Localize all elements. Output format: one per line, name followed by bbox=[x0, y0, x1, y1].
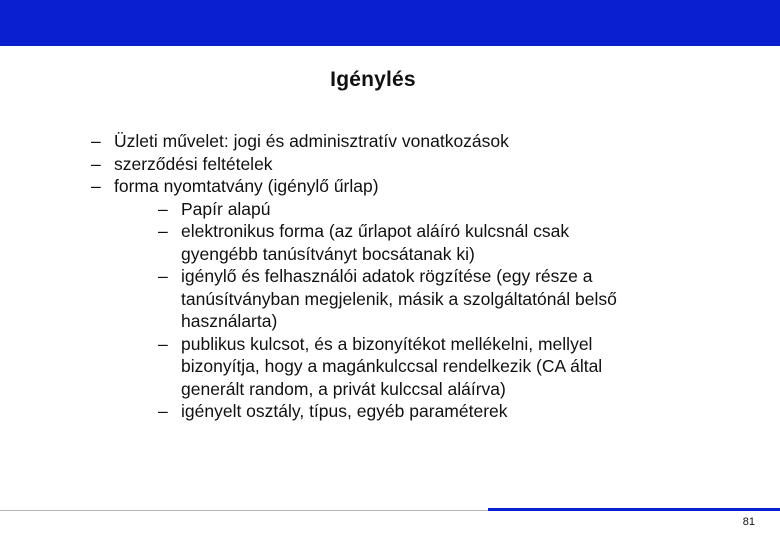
slide-title: Igénylés bbox=[330, 68, 416, 91]
bullet-dash: – bbox=[91, 131, 101, 151]
bullet-dash: – bbox=[158, 221, 168, 241]
bullet-text: igényelt osztály, típus, egyéb paraméterek bbox=[181, 401, 508, 421]
bullet-text: publikus kulcsot, és a bizonyítékot mellékelni, mellyel bbox=[181, 333, 593, 354]
bullet-text: gyengébb tanúsítványt bocsátanak ki) bbox=[181, 243, 475, 264]
bullet-dash: – bbox=[91, 176, 101, 196]
bullet-text: generált random, a privát kulccsal aláírva) bbox=[181, 378, 506, 399]
footer-accent-bar bbox=[488, 508, 780, 511]
bullet-dash: – bbox=[158, 198, 168, 219]
bullet-text: tanúsítványban megjelenik, másik a szolgáltatónál belső bbox=[181, 288, 617, 309]
page-number: 81 bbox=[742, 516, 755, 528]
bullet-text: elektronikus forma (az űrlapot aláíró kulcsnál csak bbox=[181, 221, 570, 241]
bullet-text: használarta) bbox=[181, 311, 278, 331]
bullet-dash: – bbox=[158, 266, 168, 286]
bullet-dash: – bbox=[91, 153, 101, 174]
bullet-text: igénylő és felhasználói adatok rögzítése (egy része a bbox=[181, 266, 593, 286]
bullet-dash: – bbox=[158, 333, 168, 354]
bullet-text: Üzleti művelet: jogi és adminisztratív vonatkozások bbox=[114, 131, 509, 151]
bullet-text: szerződési feltételek bbox=[114, 153, 273, 174]
bullet-dash: – bbox=[158, 401, 168, 421]
bullet-text: Papír alapú bbox=[181, 198, 271, 219]
bullet-text: forma nyomtatvány (igénylő űrlap) bbox=[114, 176, 379, 196]
header-bar bbox=[0, 0, 780, 46]
bullet-text: bizonyítja, hogy a magánkulccsal rendelkezik (CA által bbox=[181, 356, 603, 376]
